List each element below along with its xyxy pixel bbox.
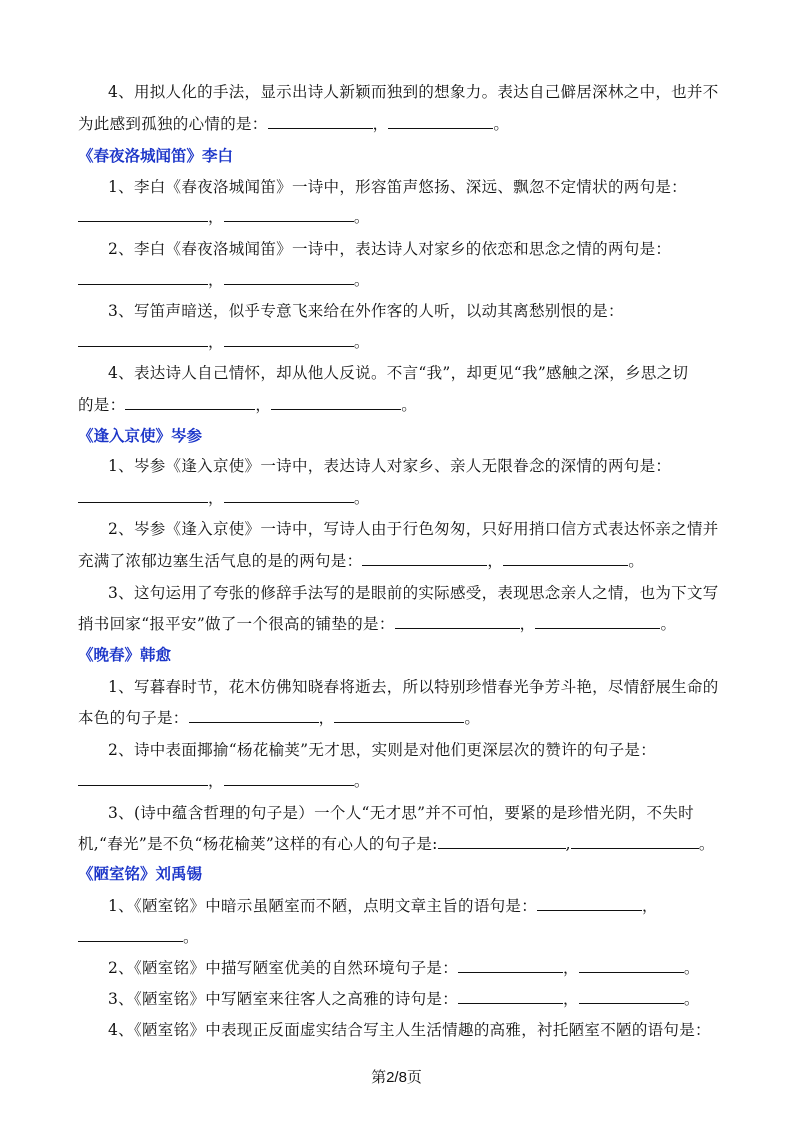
question-text: 2、李白《春夜洛城闻笛》一诗中，表达诗人对家乡的依恋和思念之情的两句是：: [108, 240, 672, 258]
question-text: 4、用拟人化的手法，显示出诗人新颖而独到的想象力。表达自己僻居深林之中，也并不: [108, 83, 719, 101]
question-text: 2、《陋室铭》中描写陋室优美的自然环境句子是： ， 。: [108, 959, 700, 977]
question-text: 3、(诗中蕴含哲理的句子是）一个人“无才思”并不可怕，要紧的是珍惜光阴，不失时: [108, 804, 694, 822]
answer-blank[interactable]: [271, 395, 401, 410]
answer-blank[interactable]: [78, 270, 208, 285]
section-title: 《陋室铭》刘禹锡: [78, 864, 203, 883]
page-number: 第2/8页: [371, 1069, 422, 1086]
answer-blank[interactable]: [78, 771, 208, 786]
section-title: 《晚春》韩愈: [78, 645, 172, 664]
answer-blank[interactable]: [395, 614, 520, 629]
answer-blank[interactable]: [537, 896, 642, 911]
answer-blank[interactable]: [503, 551, 628, 566]
answer-blank[interactable]: [438, 834, 566, 849]
question-text: 为此感到孤独的心情的是： ， 。: [78, 115, 510, 133]
question-text: 机,“春光”是不负“杨花榆荚”这样的有心人的句子是: , 。: [78, 835, 715, 853]
question-text: 捎书回家“报平安”做了一个很高的铺垫的是： ， 。: [78, 615, 677, 633]
answer-blank[interactable]: [125, 395, 255, 410]
answer-blank[interactable]: [224, 771, 354, 786]
answer-blank[interactable]: [78, 207, 208, 222]
answer-blank[interactable]: [224, 207, 354, 222]
answer-blank[interactable]: [78, 927, 183, 942]
answer-blank[interactable]: [334, 708, 464, 723]
answer-blank[interactable]: [362, 551, 487, 566]
answer-blank[interactable]: [78, 488, 208, 503]
answer-line: ， 。: [78, 332, 718, 352]
answer-blank[interactable]: [224, 332, 354, 347]
answer-blank[interactable]: [388, 114, 493, 129]
answer-blank[interactable]: [458, 958, 563, 973]
section-title: 《春夜洛城闻笛》李白: [78, 146, 234, 165]
answer-line: ， 。: [78, 270, 718, 290]
answer-line: ， 。: [78, 488, 718, 508]
question-text: 1、《陋室铭》中暗示虽陋室而不陋，点明文章主旨的语句是： ，: [108, 897, 658, 915]
answer-blank[interactable]: [571, 834, 699, 849]
answer-blank[interactable]: [224, 270, 354, 285]
answer-blank[interactable]: [579, 958, 684, 973]
answer-line: 。: [78, 927, 718, 947]
question-text: 的是： ， 。: [78, 396, 418, 414]
question-text: 2、岑参《逢入京使》一诗中，写诗人由于行色匆匆，只好用捎口信方式表达怀亲之情并: [108, 520, 719, 538]
answer-line: ， 。: [78, 207, 718, 227]
answer-blank[interactable]: [458, 989, 563, 1004]
question-text: 2、诗中表面揶揄“杨花榆荚”无才思，实则是对他们更深层次的赞许的句子是：: [108, 741, 657, 759]
question-text: 4、《陋室铭》中表现正反面虚实结合写主人生活情趣的高雅，衬托陋室不陋的语句是：: [108, 1021, 711, 1039]
question-text: 本色的句子是： ， 。: [78, 709, 481, 727]
question-text: 3、写笛声暗送，似乎专意飞来给在外作客的人听，以动其离愁别恨的是：: [108, 302, 624, 320]
question-text: 1、岑参《逢入京使》一诗中，表达诗人对家乡、亲人无限眷念的深情的两句是：: [108, 457, 672, 475]
answer-blank[interactable]: [579, 989, 684, 1004]
question-text: 1、李白《春夜洛城闻笛》一诗中，形容笛声悠扬、深远、飘忽不定情状的两句是：: [108, 178, 687, 196]
answer-blank[interactable]: [224, 488, 354, 503]
answer-blank[interactable]: [535, 614, 660, 629]
answer-blank[interactable]: [78, 332, 208, 347]
question-text: 1、写暮春时节，花木仿佛知晓春将逝去，所以特别珍惜春光争芳斗艳，尽情舒展生命的: [108, 678, 719, 696]
answer-line: ， 。: [78, 771, 718, 791]
question-text: 3、《陋室铭》中写陋室来往客人之高雅的诗句是： ， 。: [108, 990, 700, 1008]
section-title: 《逢入京使》岑参: [78, 426, 203, 445]
answer-blank[interactable]: [268, 114, 373, 129]
question-text: 3、这句运用了夸张的修辞手法写的是眼前的实际感受，表现思念亲人之情，也为下文写: [108, 584, 719, 602]
question-text: 充满了浓郁边塞生活气息的是的两句是： ， 。: [78, 552, 645, 570]
answer-blank[interactable]: [189, 708, 319, 723]
question-text: 4、表达诗人自己情怀，却从他人反说。不言“我”，却更见“我”感触之深，乡思之切: [108, 364, 689, 382]
